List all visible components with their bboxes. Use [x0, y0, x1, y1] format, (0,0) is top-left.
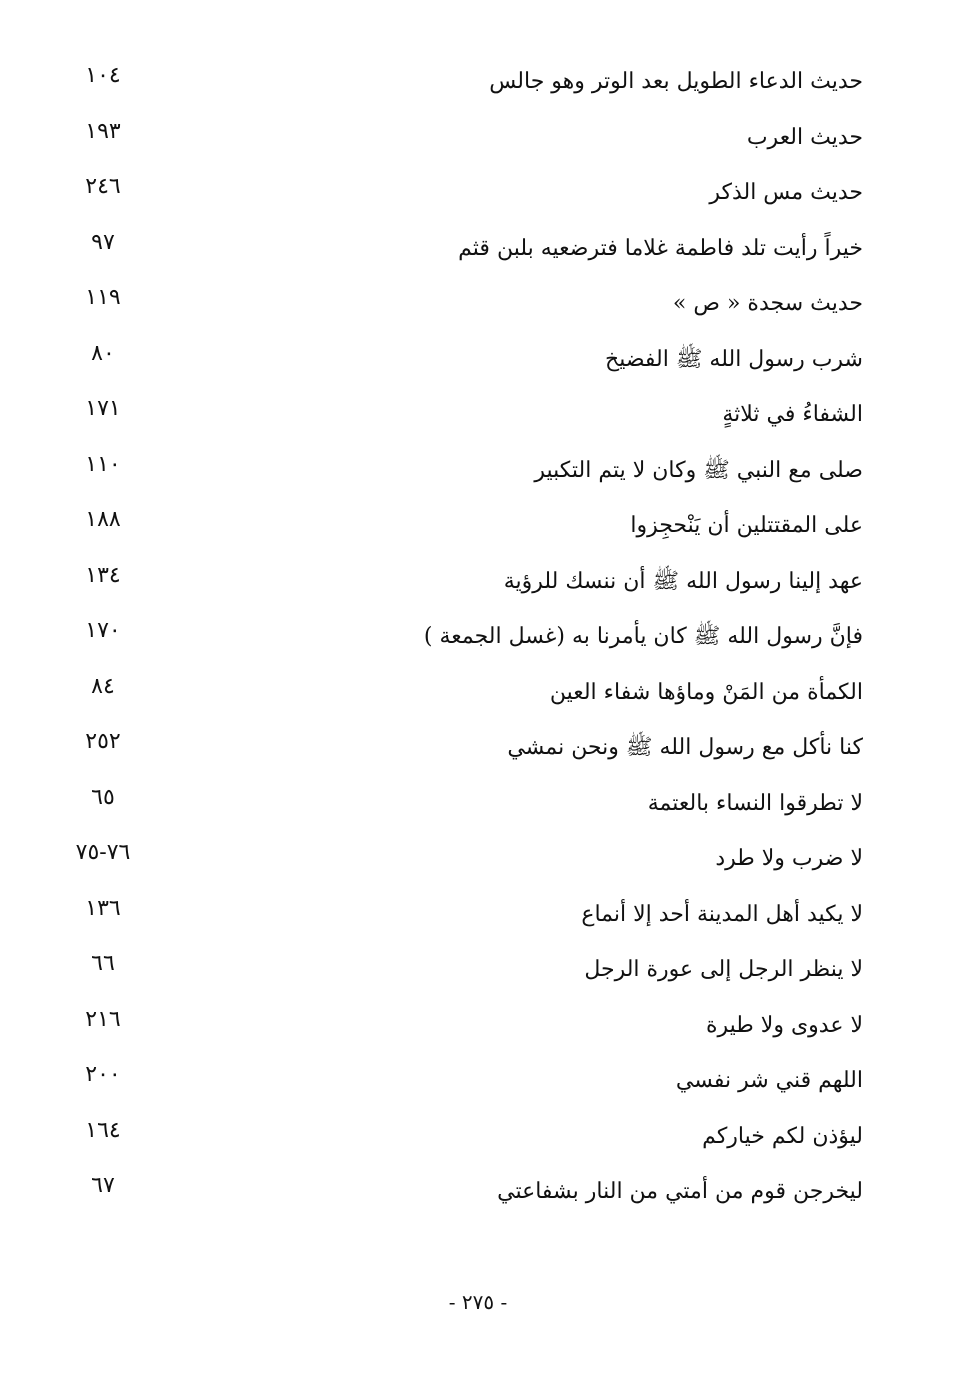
- entry-page-number: ٢٥٢: [85, 729, 121, 754]
- entry-text: حديث الدعاء الطويل بعد الوتر وهو جالس: [489, 69, 863, 94]
- entry-text: على المقتتلين أن يَنْحجِزوا: [630, 513, 863, 538]
- entry-page-number: ١١٠: [85, 451, 121, 477]
- entry-text: لا ينظر الرجل إلى عورة الرجل: [584, 957, 863, 982]
- entry-text: الكمأة من المَنْ وماؤها شفاء العين: [549, 679, 863, 705]
- index-entry: [0, 999, 956, 1055]
- index-entry: [0, 888, 956, 944]
- index-entry: [0, 222, 956, 278]
- entry-page-number: ١٦٤: [85, 1117, 121, 1143]
- index-entry: [0, 943, 956, 999]
- entry-text: كنا نأكل مع رسول الله ﷺ ونحن نمشي: [507, 735, 863, 760]
- index-entry: [0, 721, 956, 777]
- entry-page-number: ٦٦: [91, 951, 115, 976]
- entry-text: عهد إلينا رسول الله ﷺ أن ننسك للرؤية: [503, 568, 863, 594]
- index-entry: [0, 388, 956, 444]
- entry-page-number: ١١٩: [85, 285, 121, 310]
- index-entry: [0, 111, 956, 167]
- entry-page-number: ٢١٦: [85, 1006, 121, 1032]
- index-entry: [0, 333, 956, 389]
- entry-page-number: ٢٠٠: [85, 1062, 121, 1087]
- entry-page-number: ١٠٤: [85, 63, 121, 88]
- entry-text: لا ضرب ولا طرد: [715, 846, 863, 871]
- entry-page-number: ١٣٤: [85, 562, 121, 588]
- entry-text: صلى مع النبي ﷺ وكان لا يتم التكبير: [534, 457, 863, 483]
- entry-page-number: ٩٧: [91, 229, 115, 255]
- index-entry: [0, 499, 956, 555]
- entry-text: الشفاءُ في ثلاثةٍ: [722, 402, 863, 427]
- entry-text: اللهم قني شر نفسي: [675, 1068, 863, 1093]
- entry-page-number: ١٧٠: [85, 618, 121, 643]
- index-entry: [0, 277, 956, 333]
- index-entry: [0, 555, 956, 611]
- entry-text: حديث سجدة « ص »: [672, 291, 863, 316]
- entry-page-number: ٦٥: [91, 784, 115, 810]
- index-entry: [0, 55, 956, 111]
- entry-text: فإنَّ رسول الله ﷺ كان يأمرنا به (غسل الجمعة ): [423, 624, 863, 649]
- index-entry: [0, 832, 956, 888]
- entry-text: ليؤذن لكم خياركم: [702, 1123, 863, 1149]
- page-number: - ٢٧٥ -: [448, 1290, 508, 1314]
- entry-page-number: ٨٠: [91, 340, 115, 366]
- entry-text: لا تطرقوا النساء بالعتمة: [647, 790, 863, 816]
- entry-text: لا يكيد أهل المدينة أحد إلا أنماع: [581, 901, 863, 927]
- entry-text: ليخرجن قوم من أمتي من النار بشفاعتي: [497, 1179, 863, 1204]
- entry-text: حديث مس الذكر: [709, 180, 863, 205]
- index-entry: [0, 1165, 956, 1221]
- index-entry: [0, 444, 956, 500]
- index-entry: [0, 1054, 956, 1110]
- entry-page-number: ١٨٨: [85, 507, 121, 532]
- index-entry: [0, 166, 956, 222]
- index-entry: [0, 777, 956, 833]
- entry-page-number: ٦٧: [91, 1173, 115, 1198]
- entry-page-number: ١٣٦: [85, 895, 121, 921]
- entry-text: شرب رسول الله ﷺ الفضيخ: [605, 346, 863, 372]
- hadith-index-list: [0, 55, 956, 1221]
- entry-page-number: ١٧١: [85, 396, 121, 421]
- entry-text: لا عدوى ولا طيرة: [705, 1012, 863, 1038]
- entry-page-number: ٢٤٦: [85, 174, 121, 199]
- entry-page-number: ٨٤: [91, 673, 115, 699]
- entry-page-number: ٧٦-٧٥: [75, 840, 131, 865]
- index-entry: [0, 610, 956, 666]
- entry-text: خيراً رأيت تلد فاطمة غلاما فترضعيه بلبن قثم: [458, 235, 863, 261]
- entry-page-number: ١٩٣: [85, 118, 121, 144]
- index-entry: [0, 1110, 956, 1166]
- index-entry: [0, 666, 956, 722]
- entry-text: حديث العرب: [746, 124, 863, 150]
